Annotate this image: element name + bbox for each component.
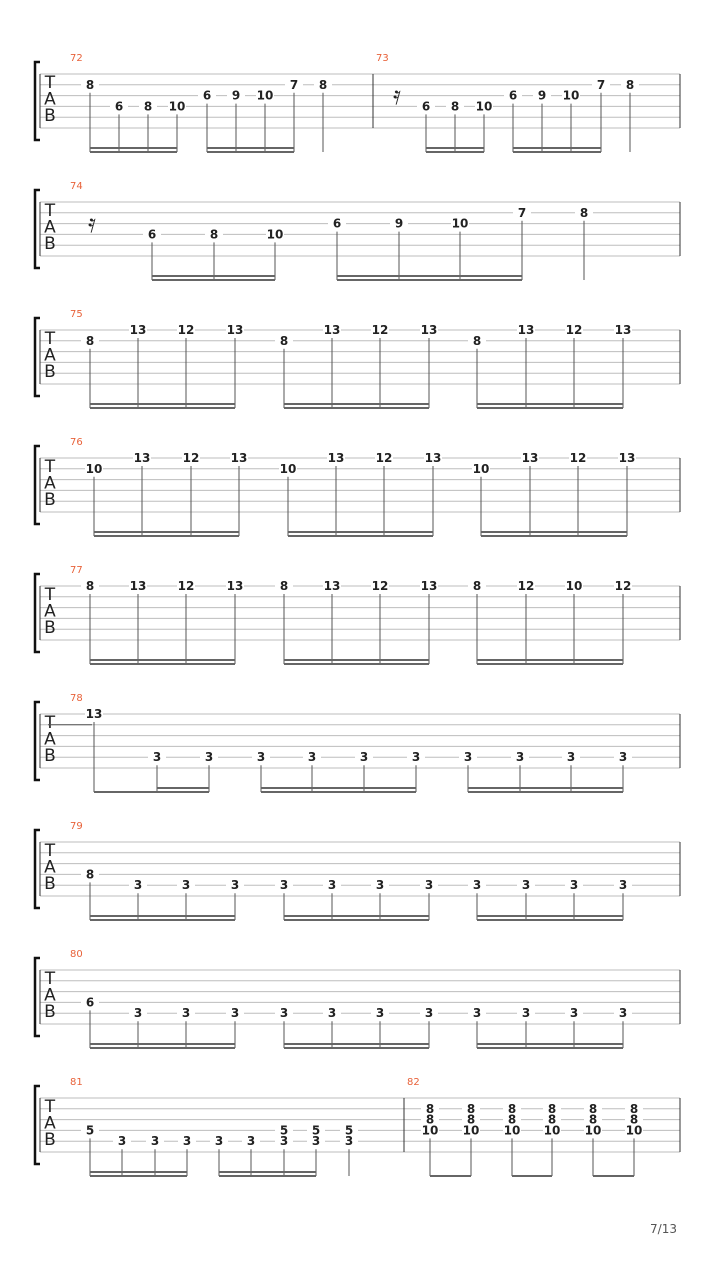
fret-number: 8 (209, 227, 219, 242)
fret-number: 3 (359, 750, 369, 765)
measure-number: 77 (70, 565, 83, 576)
fret-number: 10 (168, 99, 186, 114)
tab-clef-letter-a: A (44, 729, 56, 750)
fret-number: 3 (150, 1134, 160, 1149)
fret-number: 8 (507, 1112, 517, 1127)
fret-number: 10 (543, 1123, 561, 1138)
tab-clef-letter-t: T (44, 1097, 56, 1117)
fret-number: 13 (323, 579, 341, 593)
page-number: 7/13 (650, 1222, 677, 1236)
tab-clef-letter-a: A (44, 857, 56, 878)
tab-clef-letter-b: B (44, 746, 56, 766)
fret-number: 10 (625, 1123, 643, 1138)
fret-number: 3 (424, 1006, 434, 1021)
fret-number: 5 (344, 1123, 354, 1138)
fret-number: 3 (246, 1134, 256, 1149)
measure-number: 80 (70, 949, 83, 960)
fret-number: 3 (204, 750, 214, 765)
fret-number: 8 (579, 205, 589, 220)
measure-number: 82 (407, 1077, 420, 1088)
fret-number: 3 (133, 878, 143, 893)
fret-number: 8 (472, 333, 482, 348)
fret-number: 3 (463, 750, 473, 765)
fret-number: 12 (569, 451, 587, 465)
fret-number: 8 (425, 1112, 435, 1127)
measure-number: 73 (376, 53, 389, 64)
fret-number: 6 (332, 216, 342, 231)
fret-number: 3 (214, 1134, 224, 1149)
fret-number: 8 (629, 1101, 639, 1116)
fret-number: 3 (521, 1006, 531, 1021)
fret-number: 10 (503, 1123, 521, 1138)
tab-clef-letter-b: B (44, 362, 56, 382)
fret-number: 6 (508, 88, 518, 103)
fret-number: 13 (129, 579, 147, 593)
fret-number: 3 (133, 1006, 143, 1021)
tab-system-8 (35, 958, 680, 1048)
tab-clef-letter-t: T (44, 329, 56, 349)
tab-clef-letter-t: T (44, 969, 56, 989)
fret-number: 6 (85, 995, 95, 1010)
system-bracket (35, 1086, 40, 1164)
tab-clef-letter-b: B (44, 490, 56, 510)
fret-number: 8 (85, 77, 95, 92)
fret-number: 3 (472, 1006, 482, 1021)
tab-system-7 (35, 830, 680, 920)
fret-number: 9 (537, 88, 547, 103)
measure-number: 78 (70, 693, 83, 704)
fret-number: 13 (420, 579, 438, 593)
tab-clef-letter-a: A (44, 473, 56, 494)
fret-number: 10 (85, 461, 103, 476)
fret-number: 13 (226, 323, 244, 337)
fret-number: 3 (230, 878, 240, 893)
system-bracket (35, 190, 40, 268)
measure-number: 79 (70, 821, 83, 832)
fret-number: 6 (147, 227, 157, 242)
fret-number: 13 (327, 451, 345, 465)
fret-number: 13 (420, 323, 438, 337)
tab-clef-letter-b: B (44, 234, 56, 254)
measure-number: 76 (70, 437, 83, 448)
tab-clef-letter-a: A (44, 1113, 56, 1134)
fret-number: 7 (517, 205, 527, 220)
tab-clef-letter-b: B (44, 618, 56, 638)
fret-number: 10 (584, 1123, 602, 1138)
fret-number: 8 (629, 1112, 639, 1127)
fret-number: 3 (307, 750, 317, 765)
tab-clef-letter-t: T (44, 841, 56, 861)
measure-number: 74 (70, 181, 83, 192)
tab-clef-letter-a: A (44, 601, 56, 622)
tab-clef-letter-a: A (44, 217, 56, 238)
fret-number: 8 (466, 1101, 476, 1116)
fret-number: 10 (562, 88, 580, 103)
tab-clef-letter-a: A (44, 985, 56, 1006)
fret-number: 5 (85, 1123, 95, 1138)
fret-number: 3 (230, 1006, 240, 1021)
fret-number: 10 (256, 88, 274, 103)
fret-number: 3 (515, 750, 525, 765)
fret-number: 8 (450, 99, 460, 114)
fret-number: 3 (375, 1006, 385, 1021)
fret-number: 13 (424, 451, 442, 465)
fret-number: 3 (311, 1134, 321, 1149)
fret-number: 8 (279, 579, 289, 593)
fret-number: 3 (375, 878, 385, 893)
fret-number: 8 (318, 77, 328, 92)
fret-number: 3 (618, 1006, 628, 1021)
fret-number: 12 (517, 579, 535, 593)
fret-number: 12 (565, 323, 583, 337)
fret-number: 13 (517, 323, 535, 337)
fret-number: 8 (425, 1101, 435, 1116)
fret-number: 3 (472, 878, 482, 893)
sixteenth-rest-icon: 𝄿 (393, 81, 401, 111)
measure-number: 81 (70, 1077, 83, 1088)
measure-number: 72 (70, 53, 83, 64)
measure-number: 75 (70, 309, 83, 320)
fret-number: 8 (547, 1112, 557, 1127)
fret-number: 8 (466, 1112, 476, 1127)
fret-number: 3 (327, 878, 337, 893)
fret-number: 3 (181, 878, 191, 893)
tab-clef-letter-a: A (44, 345, 56, 366)
fret-number: 13 (226, 579, 244, 593)
fret-number: 8 (143, 99, 153, 114)
fret-number: 9 (394, 216, 404, 231)
tab-clef-letter-t: T (44, 585, 56, 605)
fret-number: 10 (451, 216, 469, 231)
fret-number: 12 (177, 579, 195, 593)
fret-number: 8 (547, 1101, 557, 1116)
fret-number: 6 (202, 88, 212, 103)
fret-number: 3 (152, 750, 162, 765)
tab-system-2 (35, 190, 680, 280)
fret-number: 5 (311, 1123, 321, 1138)
fret-number: 3 (279, 878, 289, 893)
fret-number: 8 (279, 333, 289, 348)
system-bracket (35, 958, 40, 1036)
fret-number: 3 (117, 1134, 127, 1149)
fret-number: 10 (472, 461, 490, 476)
fret-number: 13 (521, 451, 539, 465)
fret-number: 3 (424, 878, 434, 893)
fret-number: 13 (618, 451, 636, 465)
fret-number: 8 (85, 579, 95, 593)
tab-clef-letter-t: T (44, 73, 56, 93)
fret-number: 3 (411, 750, 421, 765)
fret-number: 13 (323, 323, 341, 337)
fret-number: 13 (230, 451, 248, 465)
fret-number: 6 (421, 99, 431, 114)
fret-number: 3 (569, 878, 579, 893)
fret-number: 9 (231, 88, 241, 103)
tab-clef-letter-b: B (44, 874, 56, 894)
fret-number: 12 (371, 579, 389, 593)
fret-number: 8 (588, 1101, 598, 1116)
fret-number: 7 (596, 77, 606, 92)
tab-system-9 (35, 1086, 680, 1176)
tab-clef-letter-b: B (44, 1002, 56, 1022)
fret-number: 10 (565, 579, 583, 593)
fret-number: 10 (279, 461, 297, 476)
fret-number: 3 (618, 878, 628, 893)
fret-number: 13 (129, 323, 147, 337)
fret-number: 3 (279, 1134, 289, 1149)
tab-clef-letter-t: T (44, 713, 56, 733)
fret-number: 3 (566, 750, 576, 765)
fret-number: 13 (614, 323, 632, 337)
fret-number: 7 (289, 77, 299, 92)
fret-number: 3 (181, 1006, 191, 1021)
tab-clef-letter-b: B (44, 1130, 56, 1150)
fret-number: 12 (371, 323, 389, 337)
fret-number: 8 (472, 579, 482, 593)
fret-number: 8 (85, 867, 95, 882)
fret-number: 3 (569, 1006, 579, 1021)
system-bracket (35, 574, 40, 652)
fret-number: 3 (618, 750, 628, 765)
fret-number: 13 (133, 451, 151, 465)
fret-number: 6 (114, 99, 124, 114)
fret-number: 12 (375, 451, 393, 465)
sixteenth-rest-icon: 𝄿 (88, 209, 96, 239)
fret-number: 12 (614, 579, 632, 593)
tab-clef-letter-t: T (44, 457, 56, 477)
fret-number: 10 (475, 99, 493, 114)
system-bracket (35, 318, 40, 396)
tab-clef-letter-a: A (44, 89, 56, 110)
tab-clef-letter-t: T (44, 201, 56, 221)
fret-number: 3 (344, 1134, 354, 1149)
fret-number: 12 (177, 323, 195, 337)
fret-number: 3 (327, 1006, 337, 1021)
fret-number: 8 (588, 1112, 598, 1127)
system-bracket (35, 830, 40, 908)
fret-number: 3 (256, 750, 266, 765)
tab-system-1 (35, 62, 680, 152)
tab-clef-letter-b: B (44, 106, 56, 126)
fret-number: 10 (266, 227, 284, 242)
system-bracket (35, 702, 40, 780)
fret-number: 3 (182, 1134, 192, 1149)
fret-number: 13 (85, 707, 103, 721)
fret-number: 8 (85, 333, 95, 348)
fret-number: 10 (421, 1123, 439, 1138)
fret-number: 8 (507, 1101, 517, 1116)
system-bracket (35, 446, 40, 524)
fret-number: 3 (521, 878, 531, 893)
fret-number: 3 (279, 1006, 289, 1021)
fret-number: 10 (462, 1123, 480, 1138)
system-bracket (35, 62, 40, 140)
fret-number: 12 (182, 451, 200, 465)
tab-system-6 (35, 702, 680, 792)
fret-number: 8 (625, 77, 635, 92)
fret-number: 5 (279, 1123, 289, 1138)
